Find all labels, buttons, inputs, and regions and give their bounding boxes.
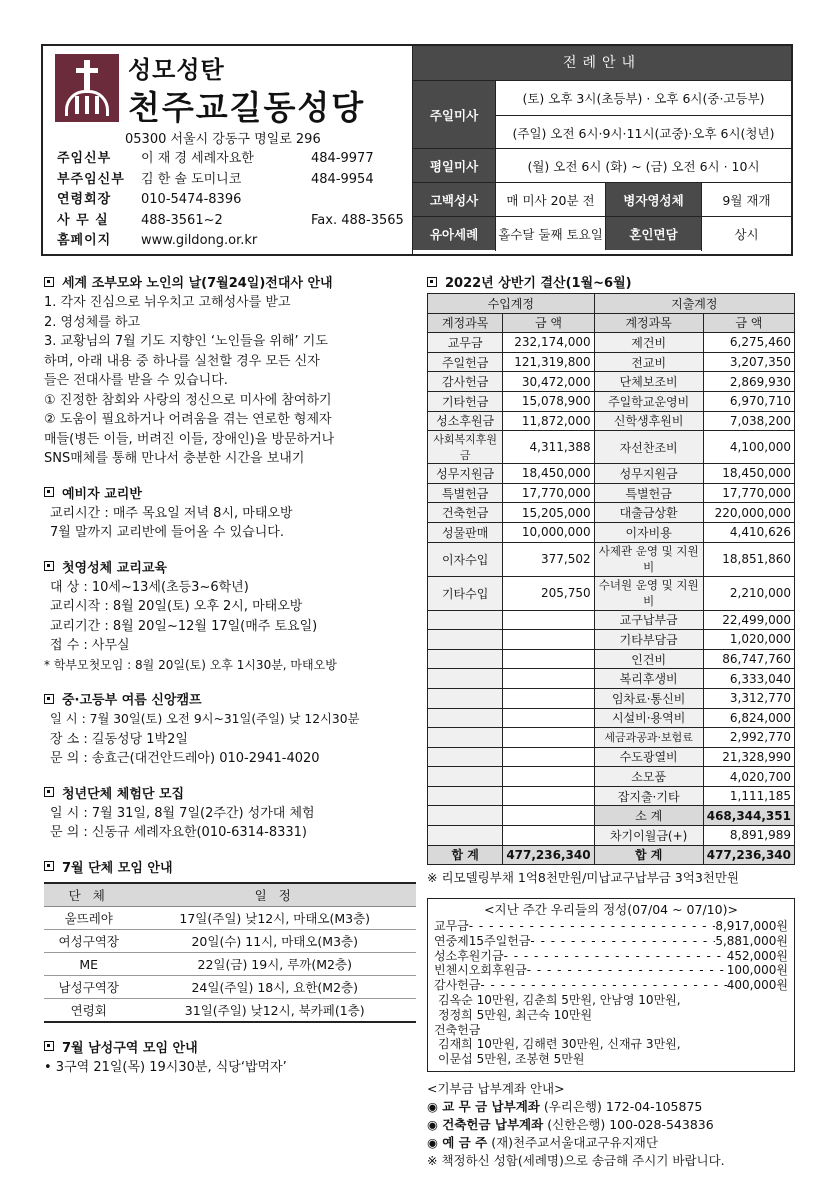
finance-row: 시설비·용역비 6,824,000 (428, 708, 795, 728)
section-bullet-icon (44, 561, 54, 571)
group-schedule-table: 단 체 일 정 울뜨레야 17일(주일) 낮12시, 마태오(M3층) 여성구역장 20일(수) 11시, 마태오(M3층) ME 22일(금) 19시, 루까(M2층) 남성구역장 24일(주일) 18시, 요한(M2층) 연령회 31일(주일) 낮12시, 북카페(1층) (44, 882, 416, 1023)
finance-row: 특별헌금 17,770,000 특별헌금 17,770,000 (428, 483, 795, 503)
baptism-label: 유아세례 (413, 217, 495, 250)
contact-row: 사 무 실 488-3561~2 Fax. 488-3565 (57, 212, 404, 228)
table-row: 여성구역장 20일(수) 11시, 마태오(M3층) (44, 930, 416, 953)
finance-row: 잡지출·기타 1,111,185 (428, 786, 795, 806)
list-item: 교무금 - - - 8,917,000원 (434, 919, 788, 934)
finance-row: 기타수입 205,750 수녀원 운영 및 지원비 2,210,000 (428, 576, 795, 610)
communion-notice: 첫영성체 교리교육 대 상 : 10세~13세(초등3~6학년) 교리시작 : 8월 20일(토) 오후 2시, 마태오방 교리기간 : 8월 20일~12월 17일(매주 토요일) 접 수 : 사무실 * 학부모첫모임 : 8월 20일(토) 오후 1시30분, 마태오방 (44, 560, 337, 672)
contact-row: 주임신부 이 재 경 세례자요한 484-9977 (57, 151, 374, 166)
finance-row: 감사헌금 30,472,000 단체보조비 2,869,930 (428, 372, 795, 392)
parish-address: 05300 서울시 강동구 명일로 296 (125, 132, 321, 147)
list-item: 빈첸시오회후원금 - - - 100,000원 (434, 963, 788, 978)
finance-row: 사회복지후원금 4,311,388 자선찬조비 4,100,000 (428, 431, 795, 464)
section-bullet-icon (427, 277, 437, 287)
table-row: ME 22일(금) 19시, 루까(M2층) (44, 953, 416, 976)
catechumen-notice: 예비자 교리반 교리시간 : 매주 목요일 저녁 8시, 마태오방 7월 말까지 교리반에 들어올 수 있습니다. (44, 483, 416, 543)
parish-info (43, 46, 413, 254)
youth-notice: 청년단체 체험단 모집 일 시 : 7월 31일, 8월 7일(2주간) 성가대 체험 문 의 : 신동규 세례자요한(010-6314-8331) (44, 783, 416, 843)
contact-row: 연령회장 010-5474-8396 (57, 192, 242, 207)
mass-schedule (413, 46, 791, 254)
homepage-link[interactable]: www.gildong.or.kr (141, 233, 258, 248)
weekday-mass: (월) 오전 6시 (화) ~ (금) 오전 6시 · 10시 (495, 149, 791, 183)
list-item: 감사헌금 - - - 400,000원 (434, 978, 788, 993)
finance-row: 이자수입 377,502 사제관 운영 및 지원비 18,851,860 (428, 542, 795, 576)
confession-time: 매 미사 20분 전 (495, 183, 605, 217)
saturday-mass: (토) 오후 3시(초등부) · 오후 6시(중·고등부) (495, 81, 791, 115)
groups-notice: 7월 단체 모임 안내 단 체 일 정 울뜨레야 17일(주일) 낮12시, 마태오(M3층) 여성구역장 20일(수) 11시, 마태오(M3층) ME 22일(금) 19시, 루까(M2층) 남성구역장 24일(주일) 18시, 요한(M2층) 연령회 31일(주일) 낮12시, 북카페(1층) (44, 857, 416, 1023)
contact-row: 홈페이지 www.gildong.or.kr (57, 231, 404, 252)
grandparents-notice: 세계 조부모와 노인의 날(7월24일)전대사 안내 1. 각자 진심으로 뉘우치고 고해성사를 받고 2. 영성체를 하고 3. 교황님의 7월 기도 지향인 ‘노인들을 위해’ 기도 하며, 아래 내용 중 하나를 실천할 경우 모든 신자 들은 전대사를 받을 수 있습니다. ① 진정한 참회와 사랑의 정신으로 미사에 참여하기 ② 도움이 필요하거나 어려움을 겪는 연로한 형제자 매들(병든 이들, 버려진 이들, 장애인)을 방문하거나 SNS매체를 통해 만나서 충분한 시간을 보내기 (44, 276, 335, 466)
finance-row: 임차료·통신비 3,312,770 (428, 688, 795, 708)
finance-row: 기타헌금 15,078,900 주일학교운영비 6,970,710 (428, 391, 795, 411)
marriage-label: 혼인면담 (605, 217, 701, 250)
section-bullet-icon (44, 861, 54, 871)
section-bullet-icon (44, 694, 54, 704)
camp-notice: 중·고등부 여름 신앙캠프 일 시 : 7월 30일(토) 오전 9시~31일(주일) 낮 12시30분 장 소 : 길동성당 1박2일 문 의 : 송효근(대건안드레아) 010-2941-4020 (44, 689, 416, 769)
finance-row: 차기이월금(+) 8,891,989 (428, 826, 795, 846)
contact-row: 부주임신부 김 한 솔 도미니코 484-9954 (57, 171, 374, 187)
finance-table: 수입계정 지출계정 계정과목 금 액 계정과목 금 액 교무금 232,174,000 제건비 6,275,460 주일헌금 121,319,800 전교비 3,207,350 감사헌금 30,472,000 단체보조비 2,869,930 기타헌금 15,078,900 주일학교운영비 6,970,710 성소후원금 11,872,000 신학생후원비 7,038,200 사회복지후원금 4,311,388 자선찬조비 4,100,000 성무지원금 18,450,000 성무지원금 18,450,000 특별헌금 17,770,000 특별헌금 17,770,000 건축헌금 15,205,000 대출금상환 220,000,000 성물판매 10,000,000 이자비용 4,410,626 이자수입 377,502 사제관 운영 및 지원비 18,851,860 기타수입 205,750 수녀원 운영 및 지원비 2,210,000 교구납부금 22,499,000 기타부담금 1,020,000 인건비 86,747,760 복리후생비 6,333,040 임차료·통신비 3,312,770 시설비·용역비 6,824,000 세금과공과·보험료 2,992,770 수도광열비 21,328,990 소모품 4,020,700 잡지출·기타 1,111,185 소 계 468,344,351 차기이월금(+) 8,891,989 합 계 477,236,340 합 계 477,236,340 (427, 293, 795, 865)
baptism-time: 홀수달 둘째 토요일 (495, 217, 605, 251)
table-row: 연령회 31일(주일) 낮12시, 북카페(1층) (44, 999, 416, 1022)
sick-communion: 9월 재개 (701, 183, 791, 217)
parish-title: 천주교길동성당 (128, 88, 366, 127)
section-bullet-icon (44, 787, 54, 797)
section-bullet-icon (44, 487, 54, 497)
finance-row: 수도광열비 21,328,990 (428, 747, 795, 767)
finance-row: 주일헌금 121,319,800 전교비 3,207,350 (428, 352, 795, 372)
list-item: 연중제15주일헌금 - - - 5,881,000원 (434, 934, 788, 949)
parish-logo-icon (55, 54, 119, 122)
marriage-time: 상시 (701, 217, 791, 251)
section-bullet-icon (44, 1041, 54, 1051)
district-notice: 7월 남성구역 모임 안내 • 3구역 21일(목) 19시30분, 식당‘밥먹자’ (44, 1040, 287, 1075)
finance-row: 소모품 4,020,700 (428, 767, 795, 787)
finance-row: 성무지원금 18,450,000 성무지원금 18,450,000 (428, 464, 795, 484)
table-row: 남성구역장 24일(주일) 18시, 요한(M2층) (44, 976, 416, 999)
contact-list (57, 149, 404, 252)
finance-row: 성물판매 10,000,000 이자비용 4,410,626 (428, 522, 795, 542)
bulletin-header (41, 44, 793, 256)
confession-label: 고백성사 (413, 183, 495, 216)
accounts-info: <기부금 납부계좌 안내> ◉ 교 무 금 납부계좌 (우리은행) 172-04-105875 ◉ 건축헌금 납부계좌 (신한은행) 100-028-543836 ◉ 예 금 주 (재)천주교서울대교구유지재단 ※ 책정하신 성함(세례명)으로 송금해 주시기 바랍니다. (427, 1081, 725, 1169)
finance-row: 세금과공과·보험료 2,992,770 (428, 728, 795, 748)
finance-row: 인건비 86,747,760 (428, 649, 795, 669)
sunday-mass: (주일) 오전 6시·9시·11시(교중)·오후 6시(청년) (495, 115, 791, 149)
section-bullet-icon (44, 277, 54, 287)
finance-note: ※ 리모델링부채 1억8천만원/미납교구납부금 3억3천만원 (427, 870, 739, 886)
list-item: 성소후원기금 - - - 452,000원 (434, 949, 788, 964)
finance-row: 기타부담금 1,020,000 (428, 630, 795, 650)
finance-column: 2022년 상반기 결산(1월~6월) 수입계정 지출계정 계정과목 금 액 계정과목 금 액 교무금 232,174,000 제건비 6,275,460 주일헌금 121,319,800 전교비 3,207,350 감사헌금 30,472,000 단체보조비 2,869,930 기타헌금 15,078,900 주일학교운영비 6,970,710 성소후원금 11,872,000 신학생후원비 7,038,200 사회복지후원금 4,311,388 자선찬조비 4,100,000 성무지원금 18,450,000 성무지원금 18,450,000 특별헌금 17,770,000 특별헌금 17,770,000 건축헌금 15,205,000 대출금상환 220,000,000 성물판매 10,000,000 이자비용 4,410,626 이자수입 377,502 사제관 운영 및 지원비 18,851,860 기타수입 205,750 수녀원 운영 및 지원비 2,210,000 교구납부금 22,499,000 기타부담금 1,020,000 인건비 86,747,760 복리후생비 6,333,040 임차료·통신비 3,312,770 시설비·용역비 6,824,000 세금과공과·보험료 2,992,770 수도광열비 21,328,990 소모품 4,020,700 잡지출·기타 1,111,185 소 계 468,344,351 차기이월금(+) 8,891,989 합 계 477,236,340 합 계 477,236,340 ※ 리모델링부채 1억8천만원/미납교구납부금 3억3천만원 <지난 주간 우리들의 정성(07/04 ~ 07/10)> 교무금 - - - 8,917,000원 연중제15주일헌금 - - - 5,881,000원 성소후원기금 - - - 452,000원 빈첸시오회후원금 - - - 100,000원 감사헌금 - - - 400,000원 김옥순 10만원, 김춘희 5만원, 안남영 10만원, 정정희 5만원, 최근숙 10만원 건축헌금 김재희 10만원, 김해련 30만원, 신재규 3만원, 이문섭 5만원, 조봉현 5만원 <기부금 납부계좌 안내> ◉ 교 무 금 납부계좌 (우리은행) 172-04-105875 ◉ 건축헌금 납부계좌 (신한은행) 100-028-543836 ◉ 예 금 주 (재)천주교서울대교구유지재단 ※ 책정하신 성함(세례명)으로 송금해 주시기 바랍니다. (427, 272, 795, 1170)
weekday-mass-label: 평일미사 (413, 149, 495, 182)
offerings-box: <지난 주간 우리들의 정성(07/04 ~ 07/10)> 교무금 - - - 8,917,000원 연중제15주일헌금 - - - 5,881,000원 성소후원기금 - - - 452,000원 빈첸시오회후원금 - - - 100,000원 감사헌금 - - - 400,000원 김옥순 10만원, 김춘희 5만원, 안남영 10만원, 정정희 5만원, 최근숙 10만원 건축헌금 김재희 10만원, 김해련 30만원, 신재규 3만원, 이문섭 5만원, 조봉현 5만원 (427, 898, 795, 1072)
table-row: 울뜨레야 17일(주일) 낮12시, 마태오(M3층) (44, 907, 416, 930)
finance-row: 성소후원금 11,872,000 신학생후원비 7,038,200 (428, 411, 795, 431)
finance-row: 소 계 468,344,351 (428, 806, 795, 826)
notices-column (44, 272, 416, 1091)
sunday-mass-label: 주일미사 (413, 81, 495, 148)
finance-row: 복리후생비 6,333,040 (428, 669, 795, 689)
finance-row: 교무금 232,174,000 제건비 6,275,460 (428, 333, 795, 353)
sick-communion-label: 병자영성체 (605, 183, 701, 216)
mass-schedule-title: 전례안내 (413, 46, 791, 80)
parish-subtitle: 성모성탄 (128, 56, 225, 84)
finance-row: 건축헌금 15,205,000 대출금상환 220,000,000 (428, 503, 795, 523)
finance-row: 교구납부금 22,499,000 (428, 610, 795, 630)
